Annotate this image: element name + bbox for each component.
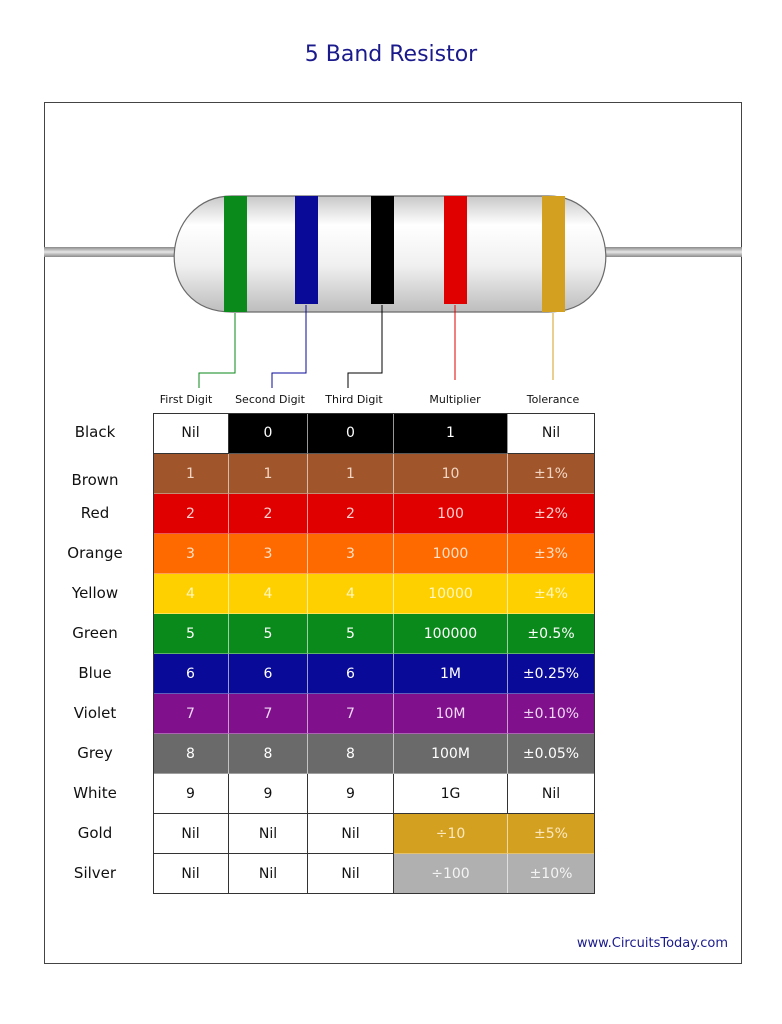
row-label-white: White: [73, 784, 117, 802]
cell-orange-first-digit: 3: [153, 534, 229, 574]
cell-silver-first-digit: Nil: [153, 854, 229, 894]
leader-line-third: [348, 305, 382, 388]
cell-grey-first-digit: 8: [153, 734, 229, 774]
cell-silver-second-digit: Nil: [229, 854, 308, 894]
cell-white-third-digit: 9: [308, 774, 394, 814]
cell-blue-third-digit: 6: [308, 654, 394, 694]
row-label-yellow: Yellow: [71, 584, 119, 602]
cell-yellow-third-digit: 4: [308, 574, 394, 614]
cell-black-first-digit: Nil: [153, 413, 229, 454]
cell-red-second-digit: 2: [229, 494, 308, 534]
row-label-red: Red: [80, 504, 110, 522]
cell-orange-multiplier: 1000: [394, 534, 508, 574]
cell-red-tolerance: ±2%: [508, 494, 595, 534]
cell-green-first-digit: 5: [153, 614, 229, 654]
cell-blue-tolerance: ±0.25%: [508, 654, 595, 694]
cell-green-second-digit: 5: [229, 614, 308, 654]
cell-black-third-digit: 0: [308, 413, 394, 454]
cell-black-second-digit: 0: [229, 413, 308, 454]
cell-blue-second-digit: 6: [229, 654, 308, 694]
cell-brown-tolerance: ±1%: [508, 454, 595, 494]
row-label-black: Black: [74, 423, 116, 441]
cell-gold-tolerance: ±5%: [508, 814, 595, 854]
row-label-silver: Silver: [73, 864, 117, 882]
left-lead: [44, 247, 179, 257]
cell-yellow-first-digit: 4: [153, 574, 229, 614]
column-header: First Digit: [159, 393, 213, 406]
cell-orange-second-digit: 3: [229, 534, 308, 574]
cell-white-multiplier: 1G: [394, 774, 508, 814]
page-title: 5 Band Resistor: [304, 42, 478, 67]
cell-gold-second-digit: Nil: [229, 814, 308, 854]
cell-gold-multiplier: ÷10: [394, 814, 508, 854]
site-credit: www.CircuitsToday.com: [576, 936, 728, 951]
cell-grey-second-digit: 8: [229, 734, 308, 774]
leader-line-first: [199, 313, 235, 388]
cell-yellow-multiplier: 10000: [394, 574, 508, 614]
cell-red-multiplier: 100: [394, 494, 508, 534]
row-label-green: Green: [72, 624, 118, 642]
cell-violet-second-digit: 7: [229, 694, 308, 734]
cell-silver-third-digit: Nil: [308, 854, 394, 894]
band-3: [371, 196, 394, 304]
column-header: Third Digit: [325, 393, 383, 406]
row-label-grey: Grey: [77, 744, 113, 762]
cell-grey-tolerance: ±0.05%: [508, 734, 595, 774]
band-1: [224, 196, 247, 312]
column-header: Multiplier: [429, 393, 481, 406]
band-2: [295, 196, 318, 304]
cell-brown-third-digit: 1: [308, 454, 394, 494]
column-header: Tolerance: [526, 393, 580, 406]
row-label-blue: Blue: [78, 664, 112, 682]
cell-violet-tolerance: ±0.10%: [508, 694, 595, 734]
leader-line-second: [272, 305, 306, 388]
cell-red-first-digit: 2: [153, 494, 229, 534]
cell-yellow-second-digit: 4: [229, 574, 308, 614]
row-label-brown: Brown: [71, 471, 119, 489]
cell-orange-tolerance: ±3%: [508, 534, 595, 574]
cell-silver-tolerance: ±10%: [508, 854, 595, 894]
cell-white-tolerance: Nil: [508, 774, 595, 814]
row-label-gold: Gold: [77, 824, 113, 842]
column-header: Second Digit: [235, 393, 305, 406]
cell-green-tolerance: ±0.5%: [508, 614, 595, 654]
cell-green-multiplier: 100000: [394, 614, 508, 654]
cell-yellow-tolerance: ±4%: [508, 574, 595, 614]
cell-brown-second-digit: 1: [229, 454, 308, 494]
cell-grey-multiplier: 100M: [394, 734, 508, 774]
band-5: [542, 196, 565, 312]
cell-brown-multiplier: 10: [394, 454, 508, 494]
band-4: [444, 196, 467, 304]
cell-blue-multiplier: 1M: [394, 654, 508, 694]
row-label-orange: Orange: [67, 544, 123, 562]
cell-gold-third-digit: Nil: [308, 814, 394, 854]
cell-violet-multiplier: 10M: [394, 694, 508, 734]
cell-violet-third-digit: 7: [308, 694, 394, 734]
cell-brown-first-digit: 1: [153, 454, 229, 494]
cell-green-third-digit: 5: [308, 614, 394, 654]
cell-black-tolerance: Nil: [508, 413, 595, 454]
cell-silver-multiplier: ÷100: [394, 854, 508, 894]
cell-white-first-digit: 9: [153, 774, 229, 814]
right-lead: [605, 247, 742, 257]
cell-red-third-digit: 2: [308, 494, 394, 534]
cell-orange-third-digit: 3: [308, 534, 394, 574]
cell-grey-third-digit: 8: [308, 734, 394, 774]
cell-blue-first-digit: 6: [153, 654, 229, 694]
cell-black-multiplier: 1: [394, 413, 508, 454]
cell-violet-first-digit: 7: [153, 694, 229, 734]
cell-white-second-digit: 9: [229, 774, 308, 814]
row-label-violet: Violet: [73, 704, 117, 722]
cell-gold-first-digit: Nil: [153, 814, 229, 854]
